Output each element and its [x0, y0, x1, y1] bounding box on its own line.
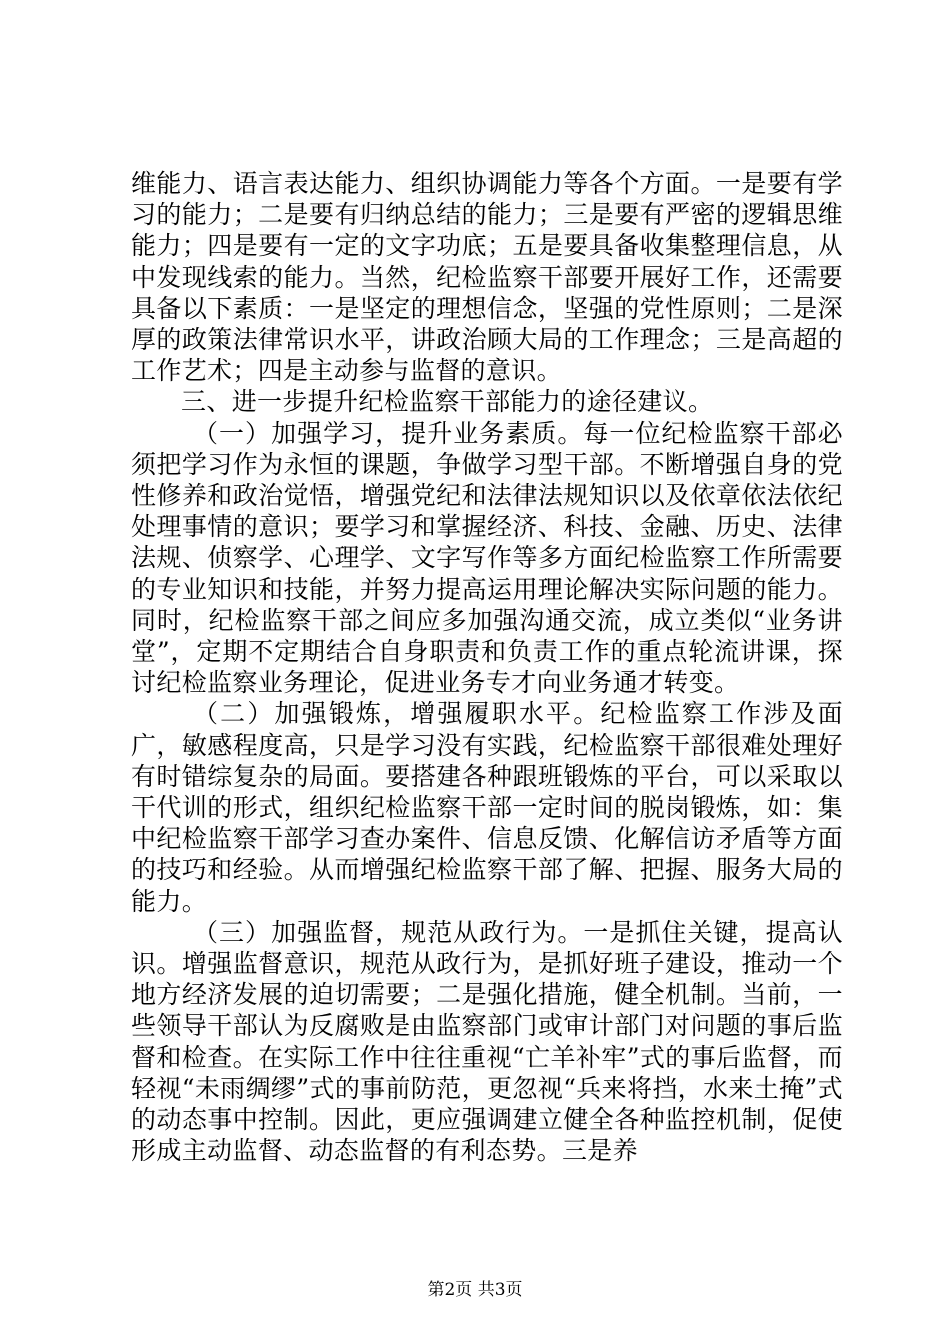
paragraph-strengthen-training: （二）加强锻炼，增强履职水平。纪检监察工作涉及面广，敏感程度高，只是学习没有实践，纪检监察干部很难处理好有时错综复杂的局面。要搭建各种跟班锻炼的平台，可以采取以干代训的形式，组织纪检监察干部一定时间的脱岗锻炼，如：集中纪检监察干部学习查办案件、信息反馈、化解信访矛盾等方面的技巧和经验。从而增强纪检监察干部了解、把握、服务大局的能力。 [131, 699, 843, 916]
document-body [131, 168, 843, 1167]
paragraph-continuation: 维能力、语言表达能力、组织协调能力等各个方面。一是要有学习的能力；二是要有归纳总结的能力；三是要有严密的逻辑思维能力；四是要有一定的文字功底；五是要具备收集整理信息，从中发现线索的能力。当然，纪检监察干部要开展好工作，还需要具备以下素质：一是坚定的理想信念，坚强的党性原则；二是深厚的政策法律常识水平，讲政治顾大局的工作理念；三是高超的工作艺术；四是主动参与监督的意识。 [131, 169, 843, 386]
page-footer: 第2页 共3页 [427, 1280, 523, 1300]
section-heading-three: 三、进一步提升纪检监察干部能力的途径建议。 [181, 387, 714, 417]
paragraph-strengthen-supervision: （三）加强监督，规范从政行为。一是抓住关键，提高认识。增强监督意识，规范从政行为，是抓好班子建设，推动一个地方经济发展的迫切需要；二是强化措施，健全机制。当前，一些领导干部认为反腐败是由监察部门或审计部门对问题的事后监督和检查。在实际工作中往往重视“亡羊补牢”式的事后监督，而轻视“未雨绸缪”式的事前防范，更忽视“兵来将挡，水来土掩”式的动态事中控制。因此，更应强调建立健全各种监控机制，促使形成主动监督、动态监督的有利态势。三是养 [131, 917, 843, 1166]
paragraph-strengthen-learning: （一）加强学习，提升业务素质。每一位纪检监察干部必须把学习作为永恒的课题，争做学习型干部。不断增强自身的党性修养和政治觉悟，增强党纪和法律法规知识以及依章依法依纪处理事情的意识；要学习和掌握经济、科技、金融、历史、法律法规、侦察学、心理学、文字写作等多方面纪检监察工作所需要的专业知识和技能，并努力提高运用理论解决实际问题的能力。同时，纪检监察干部之间应多加强沟通交流，成立类似“业务讲堂”，定期不定期结合自身职责和负责工作的重点轮流讲课，探讨纪检监察业务理论，促进业务专才向业务通才转变。 [131, 418, 843, 698]
